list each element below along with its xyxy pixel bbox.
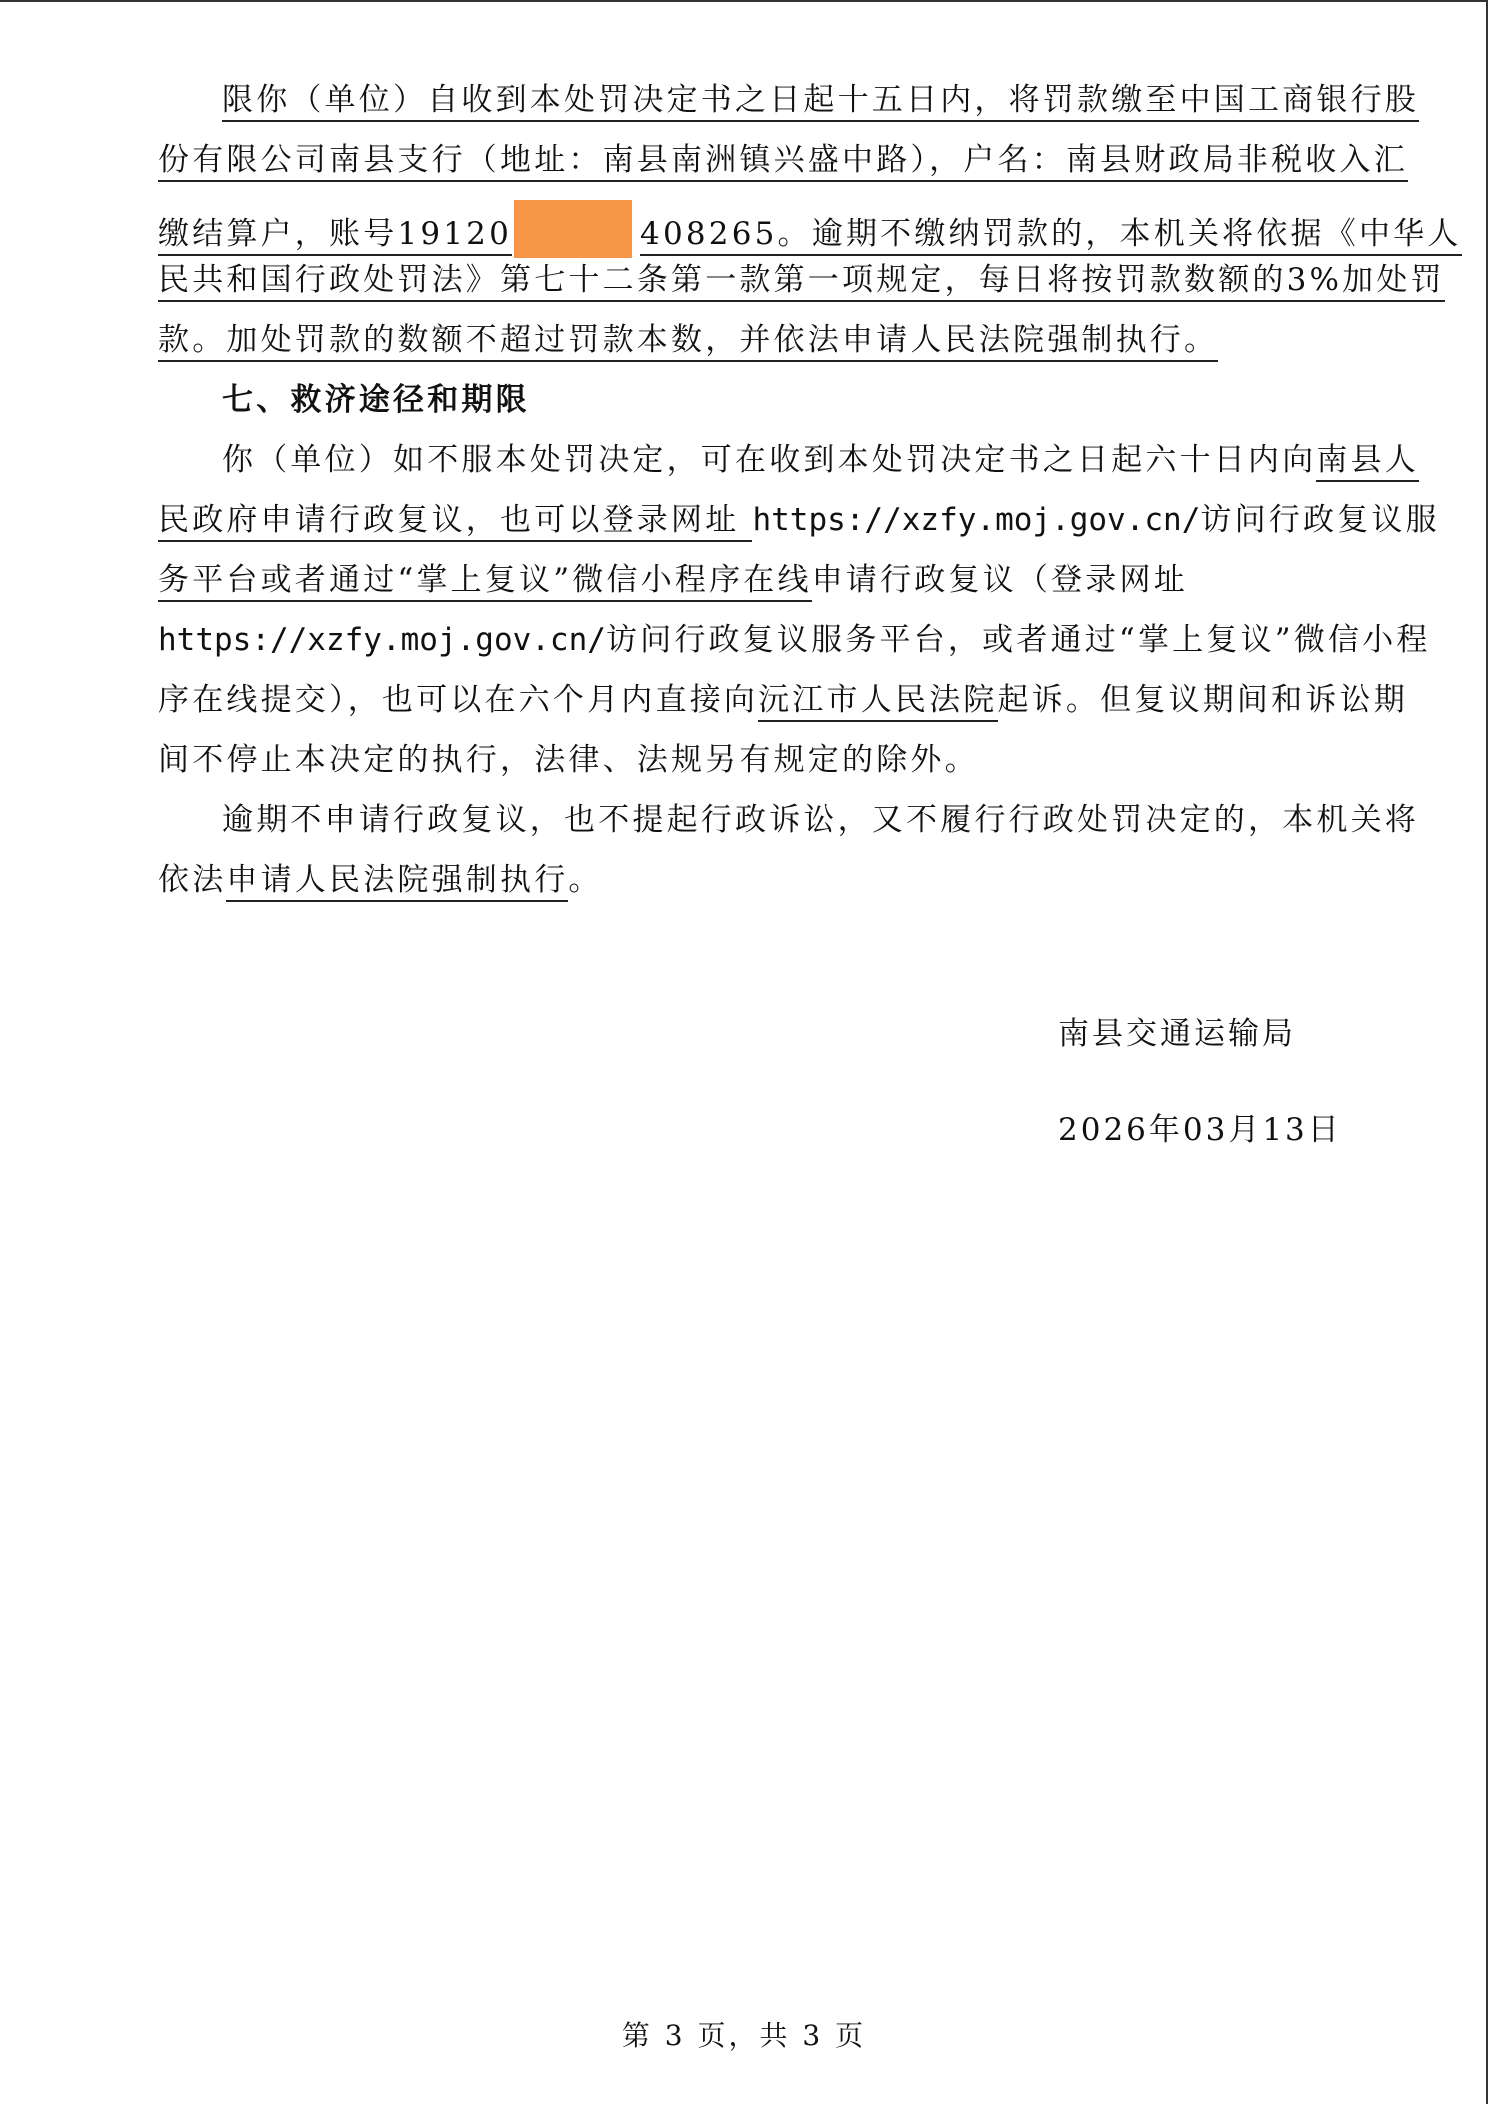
remedy-line-1: 你（单位）如不服本处罚决定，可在收到本处罚决定书之日起六十日内向南县人	[222, 440, 1403, 480]
remedy-line-3: 务平台或者通过“掌上复议”微信小程序在线申请行政复议（登录网址	[158, 560, 1403, 600]
remedy-line-6: 间不停止本决定的执行，法律、法规另有规定的除外。	[158, 742, 979, 778]
reconsideration-url[interactable]: https://xzfy.moj.gov.cn/	[752, 502, 1201, 538]
account-redaction	[514, 200, 632, 258]
page-number: 第 3 页，共 3 页	[621, 2019, 867, 2052]
payment-line-1: 限你（单位）自收到本处罚决定书之日起十五日内，将罚款缴至中国工商银行股	[222, 80, 1403, 120]
remedy-line-2: 民政府申请行政复议，也可以登录网址 https://xzfy.moj.gov.cn/访问行政复议服	[158, 500, 1403, 540]
page-border-top	[0, 0, 1488, 2]
section-heading: 七、救济途径和期限	[222, 382, 530, 418]
issuing-agency: 南县交通运输局	[1058, 1016, 1296, 1052]
enforcement-line-1: 逾期不申请行政复议，也不提起行政诉讼，又不履行行政处罚决定的，本机关将	[222, 802, 1419, 838]
issue-date: 2026年03月13日	[1058, 1112, 1342, 1148]
remedy-line-5: 序在线提交），也可以在六个月内直接向沅江市人民法院起诉。但复议期间和诉讼期	[158, 680, 1403, 720]
payment-line-4: 民共和国行政处罚法》第七十二条第一款第一项规定，每日将按罚款数额的3%加处罚	[158, 260, 1403, 300]
payment-line-3: 缴结算户，账号19120 408265。逾期不缴纳罚款的，本机关将依据《中华人	[158, 200, 1403, 240]
remedy-line-4: https://xzfy.moj.gov.cn/访问行政复议服务平台，或者通过“掌上复议”微信小程	[158, 622, 1431, 658]
payment-line-2: 份有限公司南县支行（地址：南县南洲镇兴盛中路），户名：南县财政局非税收入汇	[158, 140, 1403, 180]
payment-line-5: 款。加处罚款的数额不超过罚款本数，并依法申请人民法院强制执行。	[158, 320, 1403, 360]
reconsideration-url-2[interactable]: https://xzfy.moj.gov.cn/	[158, 622, 606, 658]
enforcement-line-2: 依法申请人民法院强制执行。	[158, 860, 1403, 900]
